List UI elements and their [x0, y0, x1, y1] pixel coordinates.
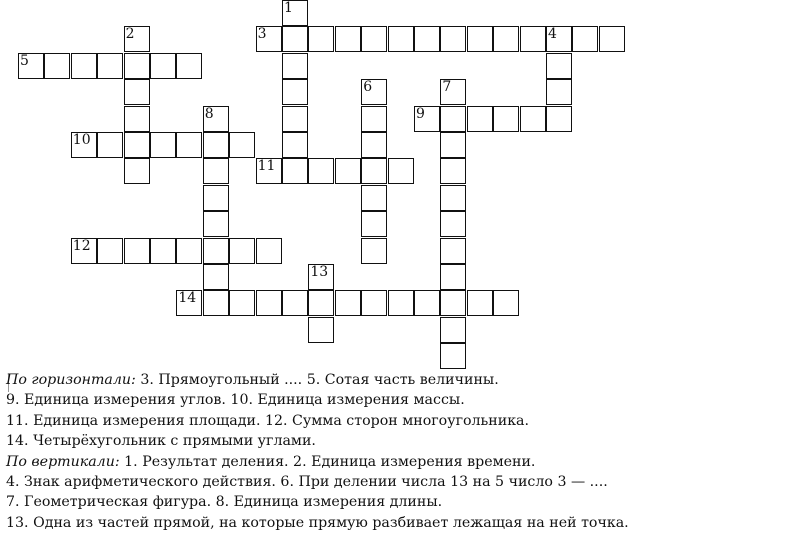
clue-number-1: 1 [284, 0, 293, 16]
crossword-cell [203, 158, 229, 184]
crossword-cell [256, 238, 282, 264]
crossword-cell [361, 290, 387, 316]
crossword-cell [229, 132, 255, 158]
crossword-cell [308, 290, 334, 316]
crossword-cell [97, 53, 123, 79]
crossword-cell [150, 238, 176, 264]
clue-number-11: 11 [257, 158, 276, 175]
clues-block [6, 370, 806, 533]
clue-line-4: 14. Четырёхугольник с прямыми углами. [6, 433, 316, 450]
crossword-cell [440, 343, 466, 369]
crossword-cell [203, 290, 229, 316]
crossword-cell [467, 106, 493, 132]
crossword-cell [414, 26, 440, 52]
crossword-cell [71, 53, 97, 79]
crossword-cell [282, 290, 308, 316]
crossword-cell [361, 106, 387, 132]
crossword-cell [467, 290, 493, 316]
crossword-cell [467, 26, 493, 52]
crossword-cell [124, 238, 150, 264]
crossword-cell [203, 211, 229, 237]
crossword-cell [335, 158, 361, 184]
crossword-cell [282, 53, 308, 79]
crossword-cell [361, 211, 387, 237]
crossword-cell [493, 106, 519, 132]
crossword-cell [440, 317, 466, 343]
clue-line-8: 13. Одна из частей прямой, на которые прямую разбивает лежащая на ней точка. [6, 514, 629, 531]
clue-number-12: 12 [72, 237, 91, 254]
clue-number-13: 13 [310, 264, 329, 280]
clue-line-7: 7. Геометрическая фигура. 8. Единица измерения длины. [6, 494, 443, 511]
crossword-cell [520, 106, 546, 132]
crossword-cell [150, 132, 176, 158]
clue-number-9: 9 [416, 105, 425, 122]
crossword-cell [493, 26, 519, 52]
clue-number-14: 14 [178, 290, 197, 307]
crossword-cell [256, 290, 282, 316]
crossword-cell [124, 53, 150, 79]
clue-number-3: 3 [257, 26, 267, 43]
crossword-cell [546, 79, 572, 105]
crossword-cell [335, 26, 361, 52]
down-heading: По вертикали: [6, 453, 120, 470]
crossword-cell [124, 106, 150, 132]
crossword-cell [361, 158, 387, 184]
clue-number-10: 10 [72, 132, 91, 148]
crossword-cell [308, 26, 334, 52]
clue-line-2: 9. Единица измерения углов. 10. Единица измерения массы. [6, 392, 465, 409]
crossword-cell [282, 26, 308, 52]
crossword-cell [308, 158, 334, 184]
crossword-cell [308, 317, 334, 343]
crossword-cell [229, 290, 255, 316]
clue-line-3: 11. Единица измерения площади. 12. Сумма сторон многоугольника. [6, 412, 530, 429]
crossword-cell [440, 26, 466, 52]
crossword-cell [203, 185, 229, 211]
crossword-cell [361, 132, 387, 158]
crossword-cell [546, 53, 572, 79]
crossword-cell [546, 106, 572, 132]
crossword-cell [599, 26, 625, 52]
clue-number-2: 2 [125, 26, 135, 43]
crossword-cell [440, 264, 466, 290]
crossword-cell [97, 132, 123, 158]
crossword-cell [440, 158, 466, 184]
clue-number-4: 4 [548, 26, 557, 43]
crossword-cell [229, 238, 255, 264]
clue-line-6: 4. Знак арифметического действия. 6. При делении числа 13 на 5 число 3 — .... [6, 474, 608, 491]
crossword-cell [203, 238, 229, 264]
crossword-cell [361, 238, 387, 264]
clue-number-7: 7 [442, 79, 452, 96]
crossword-cell [124, 79, 150, 105]
crossword-cell [282, 132, 308, 158]
crossword-cell [520, 26, 546, 52]
crossword-cell [572, 26, 598, 52]
crossword-cell [150, 53, 176, 79]
crossword-cell [440, 106, 466, 132]
clue-number-8: 8 [204, 105, 214, 122]
across-clues-text: 3. Прямоугольный .... 5. Сотая часть величины. [135, 372, 499, 388]
crossword-cell [440, 132, 466, 158]
crossword-cell [493, 290, 519, 316]
clue-line-across [6, 370, 806, 390]
crossword-cell [414, 290, 440, 316]
crossword-cell [44, 53, 70, 79]
crossword-cell [335, 290, 361, 316]
crossword-cell [282, 158, 308, 184]
crossword-cell [176, 132, 202, 158]
across-heading: По горизонтали: [6, 372, 136, 388]
crossword-cell [176, 53, 202, 79]
crossword-cell [282, 106, 308, 132]
crossword-cell [203, 264, 229, 290]
crossword-cell [388, 290, 414, 316]
crossword-cell [440, 211, 466, 237]
down-clues-text: 1. Результат деления. 2. Единица измерения времени. [119, 453, 536, 470]
crossword-cell [388, 26, 414, 52]
crossword-cell [124, 132, 150, 158]
crossword-cell [388, 158, 414, 184]
clue-number-5: 5 [20, 52, 29, 69]
crossword-cell [440, 238, 466, 264]
crossword-cell [440, 290, 466, 316]
crossword-cell [440, 185, 466, 211]
crossword-cell [361, 185, 387, 211]
clue-number-6: 6 [363, 79, 373, 96]
crossword-cell [176, 238, 202, 264]
crossword-cell [203, 132, 229, 158]
crossword-cell [124, 158, 150, 184]
crossword-cell [282, 79, 308, 105]
crossword-cell [97, 238, 123, 264]
crossword-cell [361, 26, 387, 52]
clue-line-down [6, 452, 806, 472]
